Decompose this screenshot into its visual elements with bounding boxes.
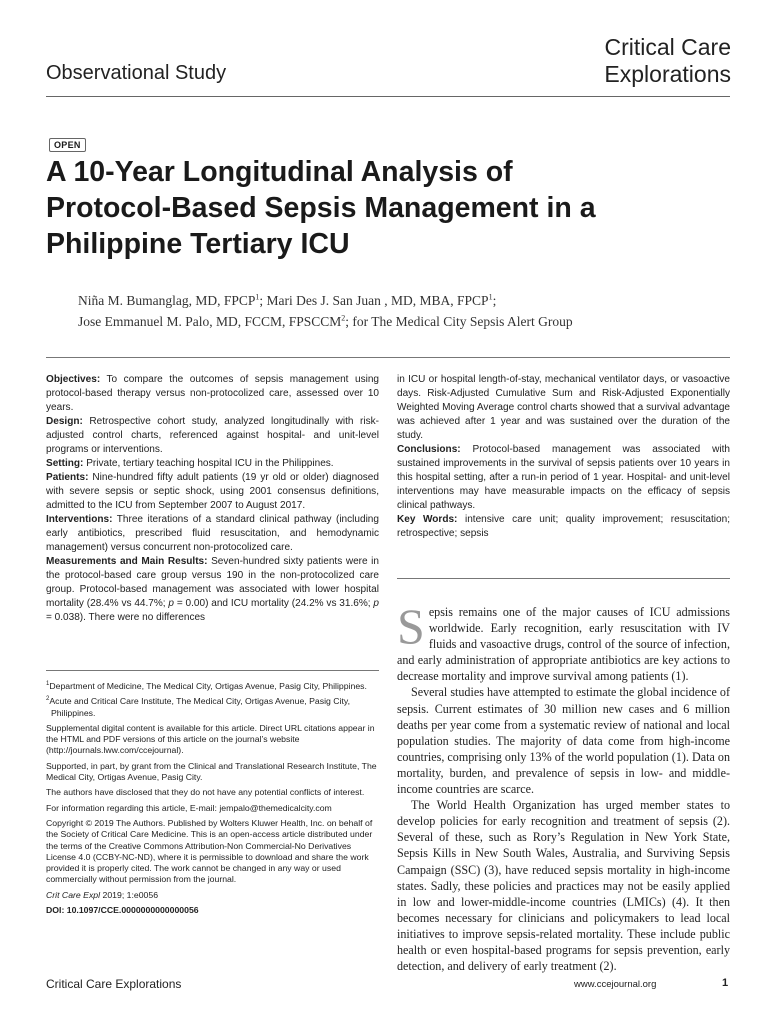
abstract-text: Three iterations of a standard clinical pathway (including early antibiotics, prescribed fluid resuscitation, and hemodynamic management) versus concurrent non-protocolized care. [46,514,379,553]
citation-note [46,890,379,901]
header-divider [46,96,730,97]
abstract-interventions [46,513,379,555]
affiliation-2 [46,696,379,719]
abstract-left-column [46,373,379,625]
abstract-label: Conclusions: [397,444,461,455]
paragraph-text: epsis remains one of the major causes of ICU admissions worldwide. Early recognition, early resuscitation with IV fluids and vasoactive drugs, control of the source of infection, and early administration of appropriate antibiotics are key actions to decrease mortality and improve survival among patients (1). [397,605,730,684]
copyright-note: Copyright © 2019 The Authors. Published by Wolters Kluwer Health, Inc. on behalf of the Society of Critical Care Medicine. This is an open-access article distributed under the terms of the Creative Commons Attribution-Non Commercial-No Derivatives License 4.0 (CCBY-NC-ND), where it is permissible to download and share the work provided it is properly cited. The work cannot be changed in any way or used commercially without permission from the journal. [46,817,373,885]
author-group: ; for The Medical City Sepsis Alert Group [345,314,573,329]
abstract-objectives [46,373,379,415]
abstract-conclusions [397,443,730,513]
abstract-patients [46,471,379,513]
title-line: Philippine Tertiary ICU [46,228,350,260]
drop-cap: S [397,598,425,654]
footer-url-link[interactable]: www.ccejournal.org [574,979,657,990]
abstract-measurements-continued: in ICU or hospital length-of-stay, mechanical ventilator days, or vasoactive days. Risk-Adjusted Cumulative Sum and Risk-Adjusted Exponentially Weighted Moving Average control charts showed that a survival advantage was achieved after 1 year and was sustained over the duration of the study. [397,374,730,441]
author-name: Jose Emmanuel M. Palo, MD, FCCM, FPSCCM [78,314,342,329]
affiliation-marker: 2 [341,313,346,323]
abstract-design [46,415,379,457]
footnotes [46,681,379,920]
footer-journal: Critical Care Explorations [46,977,182,991]
body-paragraph: Several studies have attempted to estimate the global incidence of sepsis. Current estimates of 30 million new cases and 6 million deaths per year come from a systematic review of national and local population studies. The majority of data come from high-income countries, comprising only 13% of the world population (1). Data on mortality, burden, and prevalence of sepsis in low- and middle-income countries are scarce. [397,685,730,797]
journal-name-line2: Explorations [604,61,731,87]
citation-journal: Crit Care Expl [46,889,101,900]
open-access-badge: OPEN [49,138,86,152]
abstract-text: = 0.038). There were no differences [46,612,206,623]
affiliation-marker: 1 [46,681,50,688]
title-line: Protocol-Based Sepsis Management in a [46,192,596,224]
abstract-text: Nine-hundred fifty adult patients (19 yr old or older) diagnosed with severe sepsis or septic shock, using 2001 consensus definitions, admitted to the ICU from September 2007 to August 2017. [46,472,379,511]
abstract-keywords [397,513,730,541]
author-separator: ; [492,293,497,308]
abstract-label: Setting: [46,458,84,469]
funding-note: Supported, in part, by grant from the Clinical and Translational Research Institute, The Medical City, Ortigas Avenue, Pasig City. [46,760,377,783]
body-paragraph: The World Health Organization has urged member states to develop policies for early recognition and treatment of sepsis (2). Several of these, such as Rory’s Regulation in New York State, Sepsis Kills in New South Wales, Australia, and Surviving Sepsis Campaign (SSC) (3), have reduced sepsis mortality in high-income states. Sadly, these policies and practices may not be easily applied in low and lower-middle-income countries (LMICs) (4). It then becomes necessary for clinicians and policymakers to lead local initiatives to improve sepsis-related mortality. These include public health or even hospital-based programs for sepsis prevention, early detection, and delivery of early treatment (2). [397,798,730,974]
affiliation-marker: 2 [46,696,50,703]
article-body [397,598,730,974]
conflict-note: The authors have disclosed that they do not have any potential conflicts of interest. [46,787,365,798]
abstract-divider [46,357,730,358]
citation-details: 2019; 1:e0056 [100,889,159,900]
affiliation-marker: 1 [488,292,493,302]
abstract-measurements [46,555,379,625]
abstract-text: Seven-hundred sixty patients were in the protocol-based care group versus 190 in the non-protocolized care group. Protocol-based management was associated with lower hospital mortality (28.4% vs 44.7%; [46,556,380,609]
article-type: Observational Study [46,62,227,84]
abstract-text: Retrospective cohort study, analyzed longitudinally with risk-adjusted control charts, referenced against hospital- and unit-level programs or interventions. [46,416,379,455]
abstract-text: To compare the outcomes of sepsis management using protocol-based therapy versus non-protocolized care, assessed over 10 years. [46,374,379,413]
page-number: 1 [722,977,729,989]
abstract-label: Objectives: [46,374,101,385]
affiliation-marker: 1 [255,292,260,302]
body-paragraph [397,598,730,684]
body-divider [397,578,730,579]
abstract-right-column [397,373,730,541]
journal-name [491,34,731,88]
abstract-text: Private, tertiary teaching hospital ICU in the Philippines. [86,458,334,469]
abstract-label: Key Words: [397,514,458,525]
affiliation-1 [46,681,379,692]
journal-name-line1: Critical Care [604,34,731,60]
title-line: A 10-Year Longitudinal Analysis of [46,156,513,188]
contact-note: For information regarding this article, E-mail: jempalo@themedicalcity.com [46,802,332,813]
p-value-symbol: p [168,598,175,609]
footnote-text: Department of Medicine, The Medical City, Ortigas Avenue, Pasig City, Philippines. [49,681,367,691]
author-line-1 [78,290,698,311]
supplemental-note: Supplemental digital content is available for this article. Direct URL citations appear in the HTML and PDF versions of this article on the journal’s website (http://journals.lww.com/ccejournal). [46,722,375,756]
doi-link[interactable]: DOI: 10.1097/CCE.0000000000000056 [46,905,199,916]
article-title [46,154,716,262]
abstract-label: Patients: [46,472,89,483]
footnote-divider [46,670,379,671]
p-value-symbol: p [373,598,379,609]
abstract-text: Protocol-based management was associated with sustained improvements in the survival of sepsis patients over 10 years in this hospital setting, after a run-in period of 1 year. Hospital- and unit-level interventions may have measurable impacts on the efficacy of sepsis clinical pathways. [397,444,730,511]
abstract-label: Design: [46,416,83,427]
abstract-text: = 0.00) and ICU mortality (24.2% vs 31.6%; [174,598,374,609]
abstract-label: Interventions: [46,514,113,525]
abstract-setting [46,457,379,471]
abstract-label: Measurements and Main Results: [46,556,208,567]
author-line-2 [78,311,698,332]
author-name: ; Mari Des J. San Juan , MD, MBA, FPCP [259,293,489,308]
author-name: Niña M. Bumanglag, MD, FPCP [78,293,256,308]
author-list [78,290,698,332]
abstract-text: intensive care unit; quality improvement; resuscitation; retrospective; sepsis [397,514,731,539]
footnote-text: Acute and Critical Care Institute, The Medical City, Ortigas Avenue, Pasig City, Philippines. [49,696,350,718]
